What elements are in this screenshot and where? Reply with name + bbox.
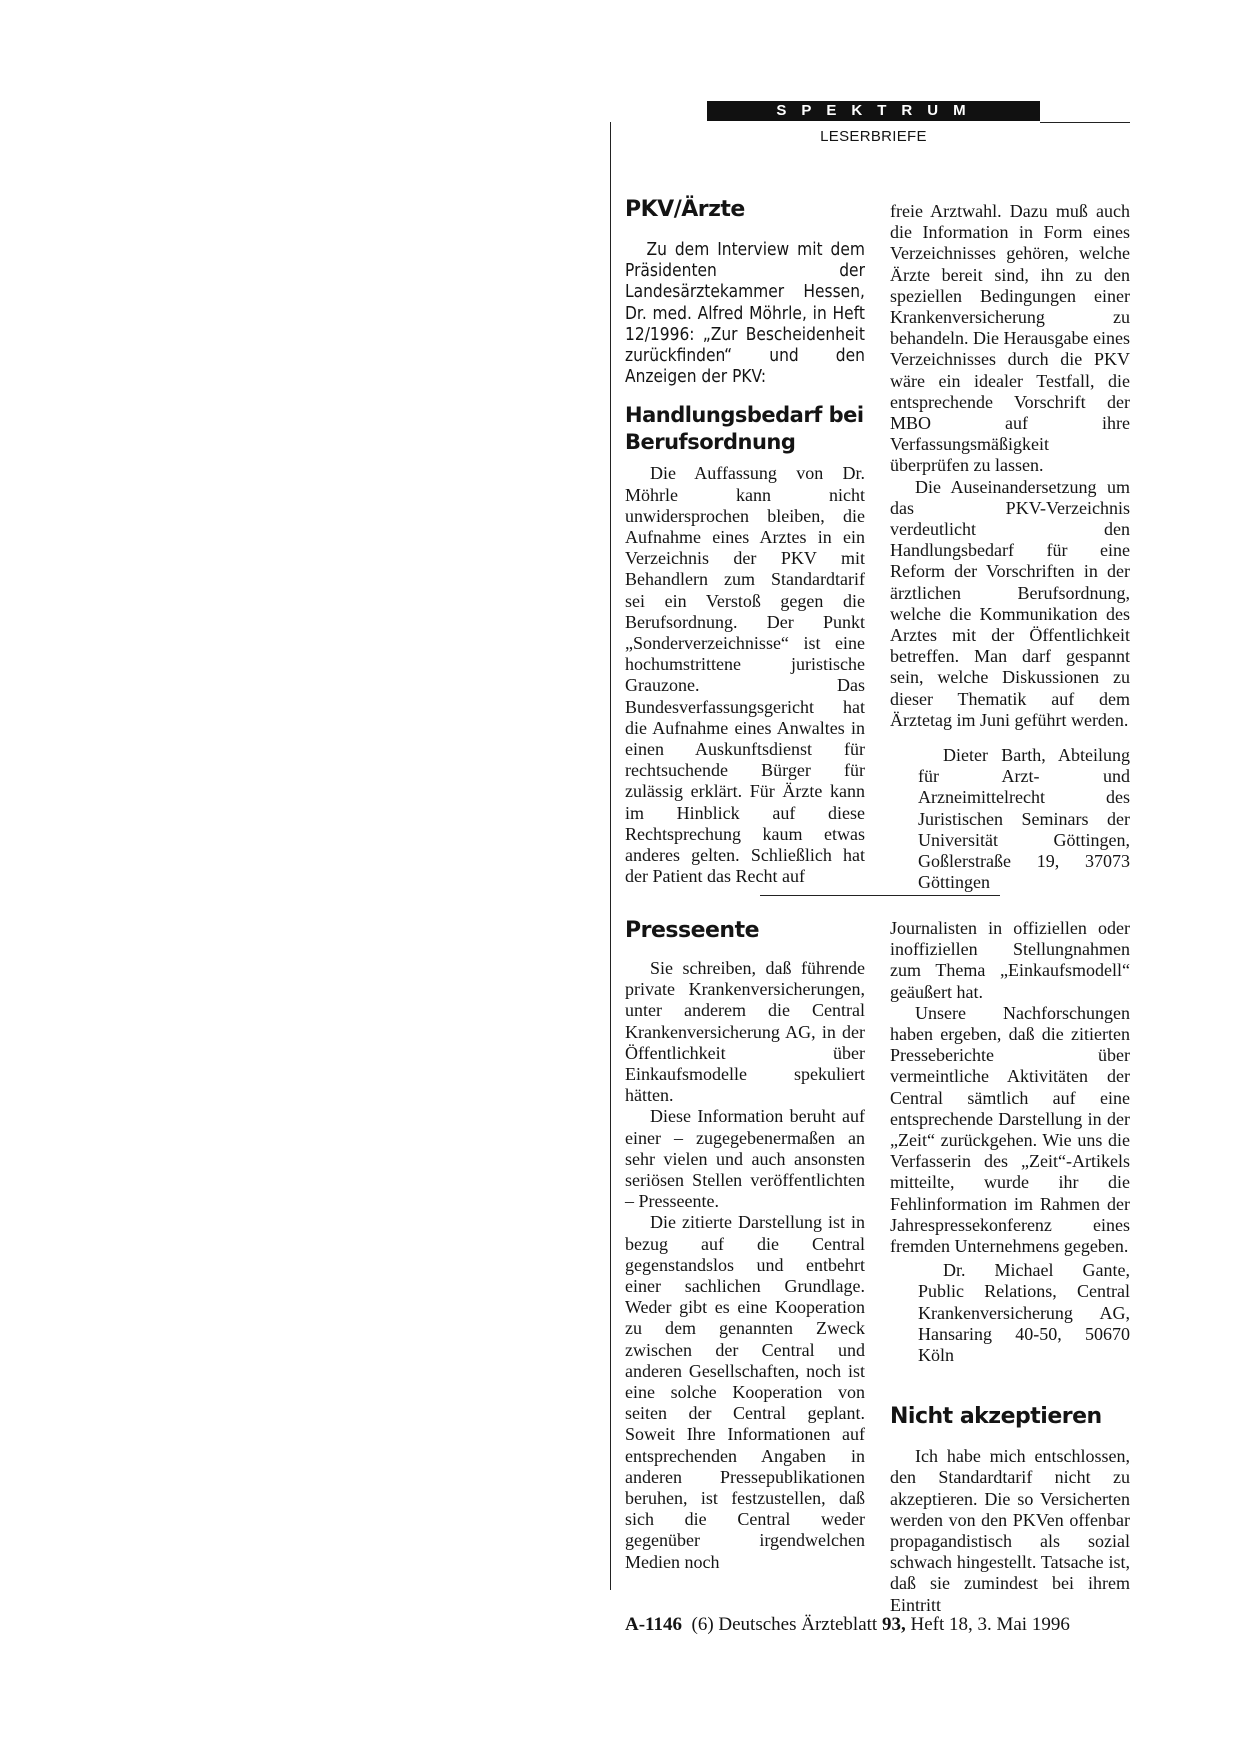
letter1-right-column xyxy=(890,201,1130,894)
letter1-intro: Zu dem Interview mit dem Präsidenten der Landesärztekammer Hessen, Dr. med. Alfred Möhrle, in Heft 12/1996: „Zur Bescheidenheit zurückfinden“ und den Anzeigen der PKV: xyxy=(625,239,865,388)
letter1-paragraph: Die Auffassung von Dr. Möhrle kann nicht unwidersprochen bleiben, die Aufnahme eines Arztes in ein Verzeichnis der PKV mit Behandlern zum Standardtarif sei ein Verstoß gegen die Berufsordnung. Der Punkt „Sonderverzeichnisse“ ist eine hochumstrittene juristische Grauzone. Das Bundesverfassungsgericht hat die Aufnahme eines Anwaltes in einen Auskunftsdienst für rechtsuchende Bürger für zulässig erklärt. Für Ärzte kann im Hinblick auf diese Rechtsprechung kaum etwas anderes gelten. Schließlich hat der Patient das Recht auf xyxy=(625,463,865,887)
letter2-title: Presseente xyxy=(625,918,760,943)
letter1-title: PKV/Ärzte xyxy=(625,197,745,222)
letter-separator xyxy=(760,895,1000,896)
letter3-paragraph: Ich habe mich entschlossen, den Standardtarif nicht zu akzeptieren. Die so Versicherten werden von den PKVen offenbar propagandistisch als sozial schwach hingestellt. Tatsache ist, daß sie zumindest bei ihrem Eintritt xyxy=(890,1446,1130,1615)
footer-publication: (6) Deutsches Ärzteblatt xyxy=(691,1614,878,1635)
letter2-left-column xyxy=(625,918,865,1573)
letter1-signature: Dieter Barth, Abteilung für Arzt- und Arzneimittelrecht des Juristischen Seminars der Universität Göttingen, Goßlerstraße 19, 37073 Göttingen xyxy=(918,745,1130,893)
column-rule xyxy=(610,122,611,1590)
footer-volume: 93, xyxy=(881,1614,906,1635)
letter2-right-column xyxy=(890,918,1130,1616)
letter2-paragraph: Die zitierte Darstellung ist in bezug auf die Central gegenstandslos und entbehrt einer sachlichen Grundlage. Weder gibt es eine Kooperation zu dem genannten Zweck zwischen der Central und anderen Gesellschaften, noch ist eine solche Kooperation von seiten der Central geplant. Soweit Ihre Informationen auf entsprechenden Angaben in anderen Pressepublikationen beruhen, ist festzustellen, daß sich die Central weder gegenüber irgendwelchen Medien noch xyxy=(625,1212,865,1572)
header-rule xyxy=(1040,122,1130,123)
section-band: SPEKTRUM xyxy=(707,101,1040,121)
page-number: A-1146 xyxy=(625,1614,682,1635)
footer-issue: Heft 18, 3. Mai 1996 xyxy=(910,1614,1070,1635)
letter1-paragraph: Die Auseinandersetzung um das PKV-Verzeichnis verdeutlicht den Handlungsbedarf für eine Reform der Vorschriften in der ärztlichen Berufsordnung, welche die Kommunikation des Arztes mit der Öffentlichkeit betreffen. Man darf gespannt sein, welche Diskussionen zu dieser Thematik auf dem Ärztetag im Juni geführt werden. xyxy=(890,476,1130,730)
letter1-paragraph-continued: freie Arztwahl. Dazu muß auch die Information in Form eines Verzeichnisses gehören, welche Ärzte bereit sind, ihn zu den speziellen Bedingungen einer Krankenversicherung zu behandeln. Die Herausgabe eines Verzeichnisses durch die PKV wäre ein idealer Testfall, die entsprechende Vorschrift der MBO auf ihre Verfassungsmäßigkeit überprüfen zu lassen. xyxy=(890,201,1130,476)
section-subtitle: LESERBRIEFE xyxy=(820,128,927,145)
letter1-heading: Handlungsbedarf bei Berufsordnung xyxy=(625,403,864,455)
letter2-paragraph-continued: Journalisten in offiziellen oder inoffiziellen Stellungnahmen zum Thema „Einkaufsmodell“ geäußert hat. xyxy=(890,918,1130,1002)
letter2-paragraph: Unsere Nachforschungen haben ergeben, daß die zitierten Presseberichte über vermeintliche Aktivitäten der Central sämtlich auf eine entsprechende Darstellung in der „Zeit“ zurückgehen. Wie uns die Verfasserin des „Zeit“-Artikels mitteilte, wurde ihr die Fehlinformation im Rahmen der Jahrespressekonferenz eines fremden Unternehmens gegeben. xyxy=(890,1002,1130,1257)
letter3-title: Nicht akzeptieren xyxy=(890,1404,1102,1430)
letter1-left-column xyxy=(625,197,865,887)
page-footer xyxy=(625,1614,1070,1636)
letter2-paragraph: Sie schreiben, daß führende private Krankenversicherungen, unter anderem die Central Krankenversicherung AG, in der Öffentlichkeit über Einkaufsmodelle spekuliert hätten. xyxy=(625,958,865,1106)
letter2-paragraph: Diese Information beruht auf einer – zugegebenermaßen an sehr vielen und auch ansonsten seriösen Stellen veröffentlichten – Presseente. xyxy=(625,1106,865,1212)
letter2-signature: Dr. Michael Gante, Public Relations, Central Krankenversicherung AG, Hansaring 40-50, 50670 Köln xyxy=(918,1260,1130,1366)
